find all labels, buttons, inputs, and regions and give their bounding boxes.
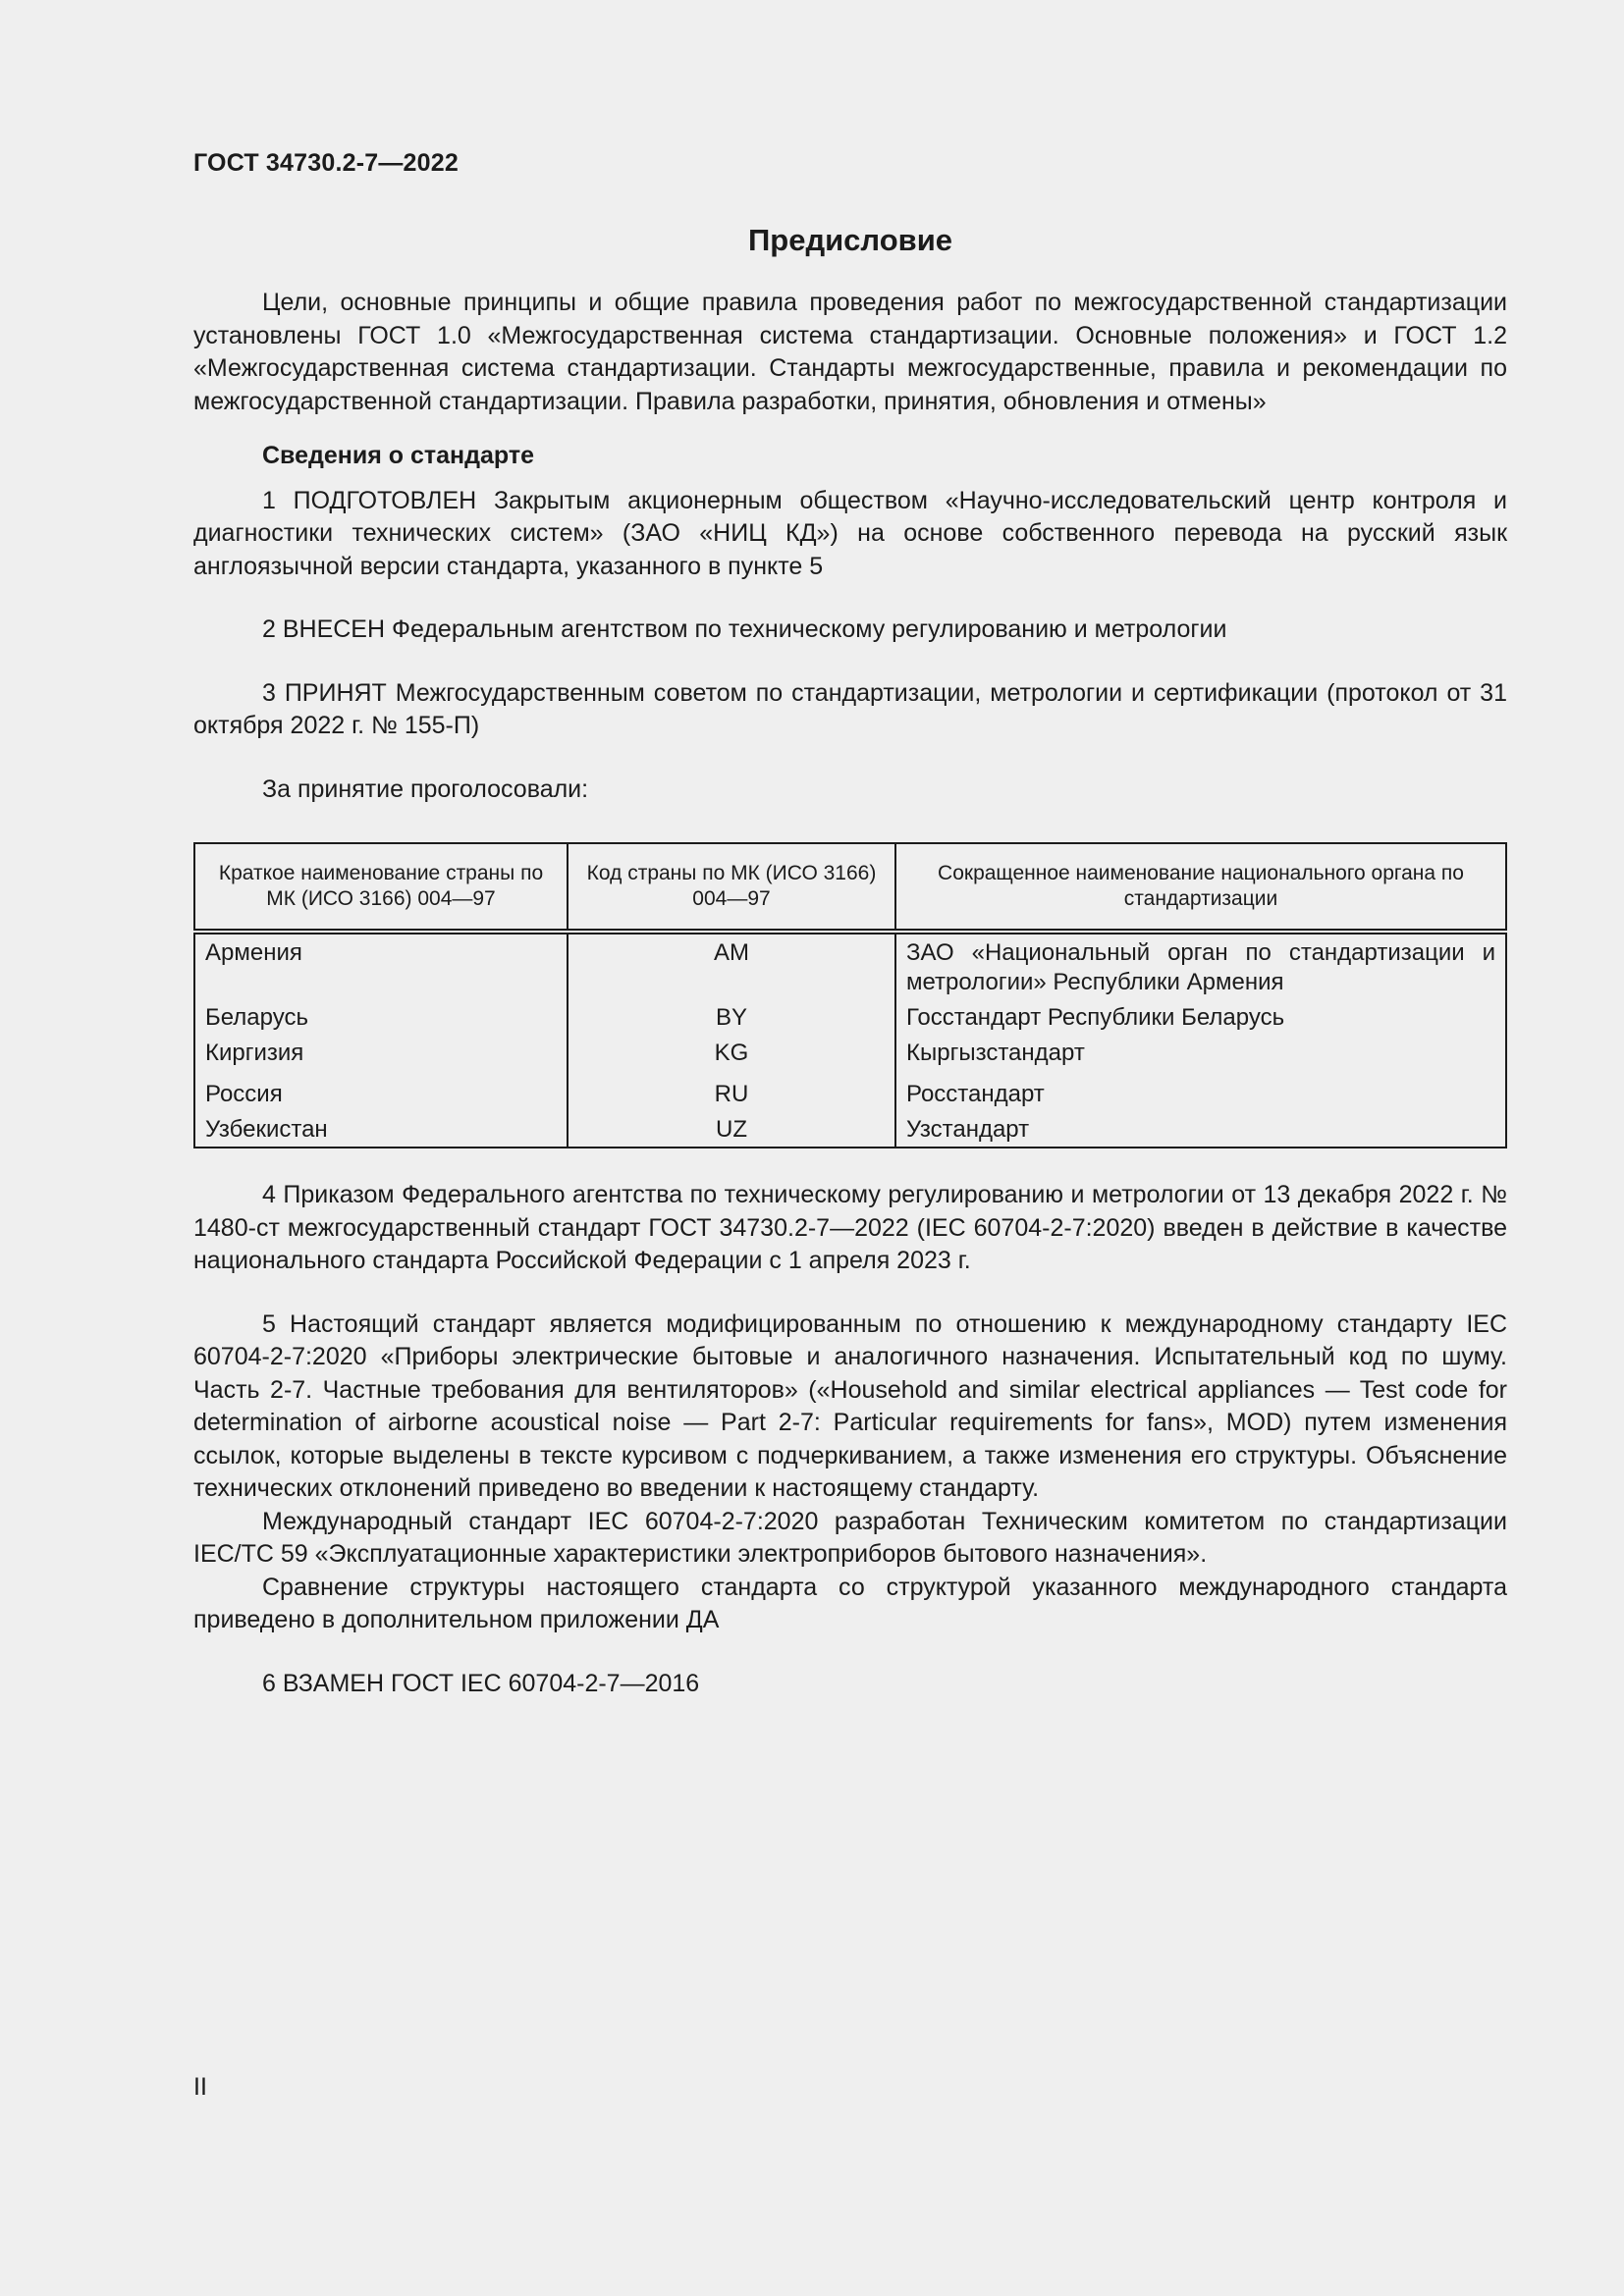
header-country-name: Краткое наименование страны по МК (ИСО 3166) 004—97 xyxy=(194,843,568,932)
cell-country: Россия xyxy=(194,1070,568,1111)
cell-org: Кыргызстандарт xyxy=(895,1035,1506,1070)
cell-country: Армения xyxy=(194,932,568,999)
item-3-adopted: 3 ПРИНЯТ Межгосударственным советом по стандартизации, метрологии и сертификации (протокол от 31 октября 2022 г. № 155-П) xyxy=(193,678,1507,739)
item-5-international-standard: Международный стандарт IEC 60704-2-7:2020 разработан Техническим комитетом по стандартизации IEC/TC 59 «Эксплуатационные характеристики электроприборов бытового назначения». xyxy=(193,1507,1507,1568)
vote-intro: За принятие проголосовали: xyxy=(262,774,589,803)
voting-countries-table xyxy=(193,842,1507,1148)
item-5-structure-comparison: Сравнение структуры настоящего стандарта со структурой указанного международного стандарта приведено в дополнительном приложении ДА xyxy=(193,1573,1507,1633)
item-1-prepared: 1 ПОДГОТОВЛЕН Закрытым акционерным обществом «Научно-исследовательский центр контроля и диагностики технических систем» (ЗАО «НИЦ КД») на основе собственного перевода на русский язык англоязычной версии стандарта, указанного в пункте 5 xyxy=(193,486,1507,580)
cell-code: AM xyxy=(568,932,895,999)
item-4-enacted: 4 Приказом Федерального агентства по техническому регулированию и метрологии от 13 декабря 2022 г. № 1480-ст межгосударственный стандарт ГОСТ 34730.2-7—2022 (IEC 60704-2-7:2020) введен в действие в качестве национального стандарта Российской Федерации с 1 апреля 2023 г. xyxy=(193,1181,1507,1274)
document-body xyxy=(193,287,1507,1700)
cell-org: Росстандарт xyxy=(895,1070,1506,1111)
cell-country: Узбекистан xyxy=(194,1111,568,1148)
table-row xyxy=(194,1070,1506,1111)
header-country-code: Код страны по МК (ИСО 3166) 004—97 xyxy=(568,843,895,932)
cell-country: Беларусь xyxy=(194,999,568,1035)
page-number: II xyxy=(193,2073,207,2101)
page-title: Предисловие xyxy=(747,223,952,257)
cell-org: ЗАО «Национальный орган по стандартизации и метрологии» Республики Армения xyxy=(895,932,1506,999)
table-row xyxy=(194,1035,1506,1070)
document-code: ГОСТ 34730.2-7—2022 xyxy=(193,149,459,177)
item-2-submitted: 2 ВНЕСЕН Федеральным агентством по техническому регулированию и метрологии xyxy=(262,615,1227,643)
item-5-modified: 5 Настоящий стандарт является модифицированным по отношению к международному стандарту IEC 60704-2-7:2020 «Приборы электрические бытовые и аналогичного назначения. Испытательный код по шуму. Часть 2-7. Частные требования для вентиляторов» («Household and similar electrical appliances — Test code for determination of airborne acoustical noise — Part 2-7: Particular requirements for fans», MOD) путем изменения ссылок, которые выделены в тексте курсивом с подчеркиванием, а также изменения его структуры. Объяснение технических отклонений приведено во введении к настоящему стандарту. xyxy=(193,1309,1507,1502)
header-national-body: Сокращенное наименование национального органа по стандартизации xyxy=(895,843,1506,932)
cell-country: Киргизия xyxy=(194,1035,568,1070)
cell-org: Госстандарт Республики Беларусь xyxy=(895,999,1506,1035)
cell-org: Узстандарт xyxy=(895,1111,1506,1148)
table-row xyxy=(194,999,1506,1035)
intro-paragraph: Цели, основные принципы и общие правила проведения работ по межгосударственной стандартизации установлены ГОСТ 1.0 «Межгосударственная система стандартизации. Основные положения» и ГОСТ 1.2 «Межгосударственная система стандартизации. Стандарты межгосударственные, правила и рекомендации по межгосударственной стандартизации. Правила разработки, принятия, обновления и отмены» xyxy=(193,289,1507,415)
cell-code: RU xyxy=(568,1070,895,1111)
cell-code: UZ xyxy=(568,1111,895,1148)
section-heading: Сведения о стандарте xyxy=(262,442,535,469)
item-6-replaces: 6 ВЗАМЕН ГОСТ IEC 60704-2-7—2016 xyxy=(262,1669,700,1697)
cell-code: KG xyxy=(568,1035,895,1070)
table-row xyxy=(194,932,1506,999)
table-header-row xyxy=(194,843,1506,932)
cell-code: BY xyxy=(568,999,895,1035)
table-row xyxy=(194,1111,1506,1148)
